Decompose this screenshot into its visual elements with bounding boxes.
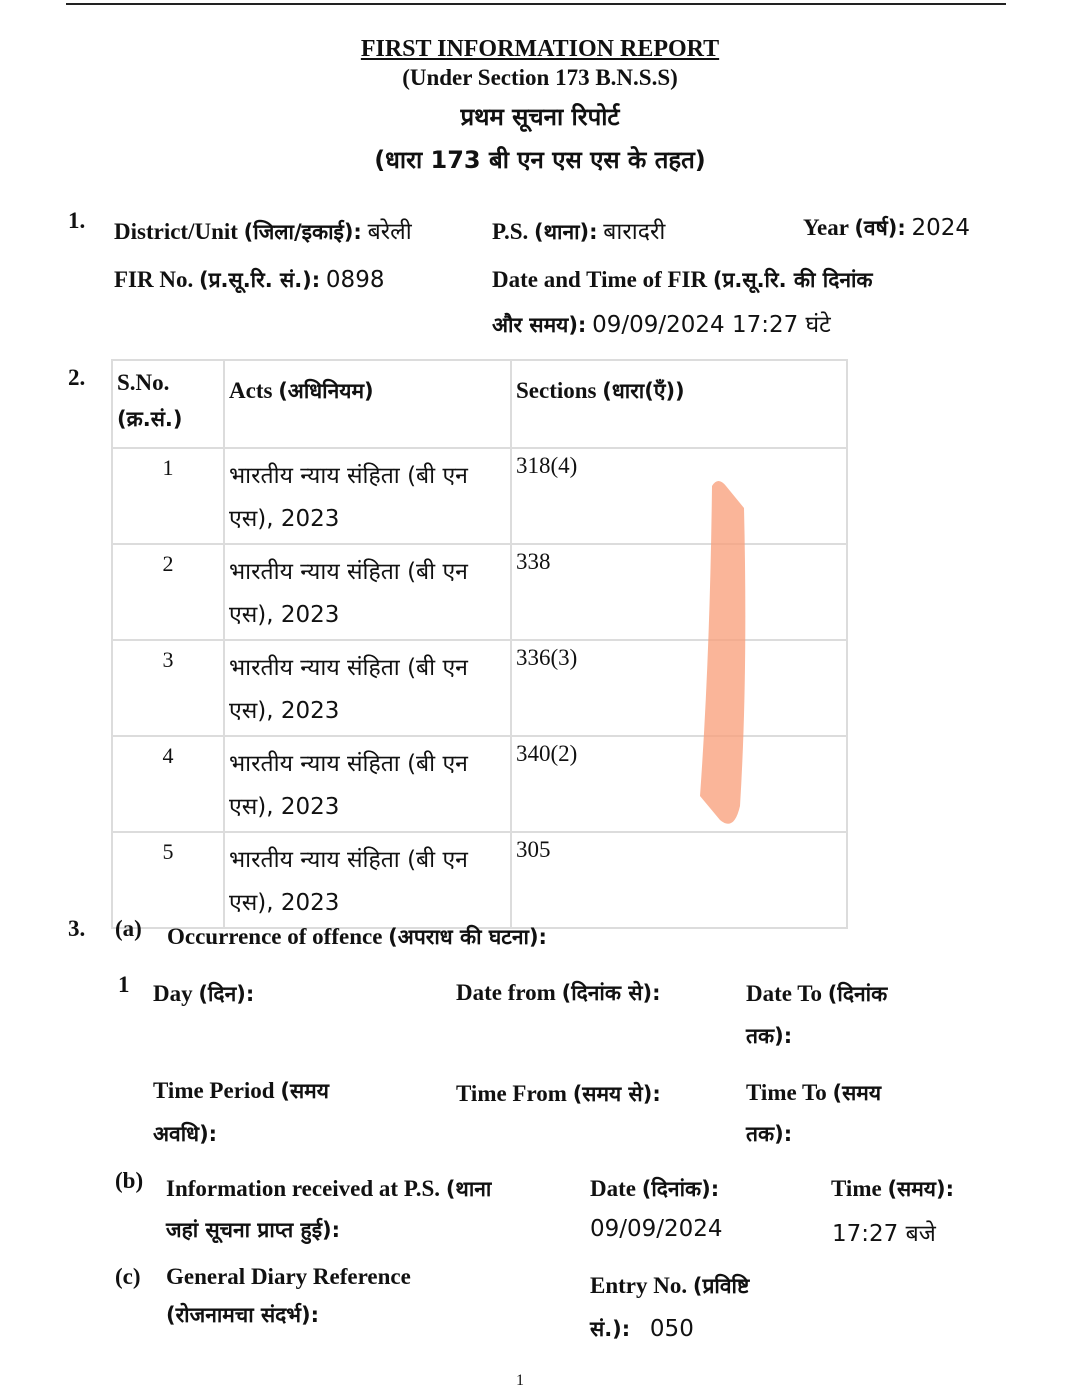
police-station-field <box>492 214 665 246</box>
district-label: District/Unit <box>114 219 238 244</box>
datetime-label-hindi-2: और समय): <box>492 313 587 337</box>
sections-header-hi: (धारा(एँ)) <box>602 379 685 403</box>
row-sno: 5 <box>112 832 224 928</box>
row-act: भारतीय न्याय संहिता (बी एन एस), 2023 <box>224 640 511 736</box>
day-label: Day <box>153 981 193 1006</box>
info-time-field <box>831 1175 954 1203</box>
info-time-label: Time <box>831 1176 882 1201</box>
row-act: भारतीय न्याय संहिता (बी एन एस), 2023 <box>224 448 511 544</box>
district-value: बरेली <box>367 219 412 245</box>
year-label-hindi: (वर्ष): <box>854 216 906 240</box>
info-time-value: 17:27 बजे <box>832 1221 936 1247</box>
sections-header-en: Sections <box>516 378 597 403</box>
time-from-label: Time From <box>456 1081 567 1106</box>
entry-number-label: Entry No. <box>590 1273 688 1298</box>
year-value: 2024 <box>911 215 971 241</box>
sections-header <box>511 360 847 448</box>
day-field <box>153 980 254 1008</box>
occurrence-label-en: Occurrence of offence <box>167 924 383 949</box>
year-label: Year <box>803 215 849 240</box>
row-section: 318(4) <box>511 448 847 544</box>
report-title-hindi: प्रथम सूचना रिपोर्ट <box>460 103 620 131</box>
time-to-label: Time To <box>746 1080 827 1105</box>
row-sno: 2 <box>112 544 224 640</box>
row-act: भारतीय न्याय संहिता (बी एन एस), 2023 <box>224 832 511 928</box>
entry-number-label-hi-2: सं.): <box>590 1317 631 1341</box>
date-to-label-hi-1: (दिनांक <box>827 982 888 1006</box>
top-rule <box>66 3 1006 5</box>
report-subtitle-hindi: (धारा 173 बी एन एस एस के तहत) <box>374 146 706 174</box>
info-date-field <box>590 1175 719 1203</box>
fir-value: 0898 <box>325 267 385 293</box>
table-row <box>112 832 847 928</box>
info-received-label-hi-1: (थाना <box>445 1177 492 1201</box>
info-time-label-hi: (समय): <box>887 1177 954 1201</box>
occurrence-label <box>167 923 547 951</box>
district-label-hindi: (जिला/इकाई): <box>243 220 362 244</box>
time-period-label: Time Period <box>153 1078 275 1103</box>
report-title: FIRST INFORMATION REPORT <box>360 36 720 62</box>
sno-header <box>112 360 224 448</box>
sub-a-marker: (a) <box>115 916 142 941</box>
time-to-label-hi-2: तक): <box>746 1122 793 1146</box>
time-period-label-hi-1: (समय <box>280 1079 329 1103</box>
fir-number-field <box>114 266 384 294</box>
general-diary-label: General Diary Reference <box>166 1264 411 1289</box>
highlighter-mark-icon <box>696 476 752 830</box>
fir-datetime-label-line1 <box>492 266 873 294</box>
datetime-label: Date and Time of FIR <box>492 267 708 292</box>
acts-header-en: Acts <box>229 378 273 403</box>
date-to-field-line2 <box>746 1022 792 1050</box>
row-sno: 1 <box>112 448 224 544</box>
ps-value: बारादरी <box>603 219 666 245</box>
time-from-label-hi: (समय से): <box>572 1082 661 1106</box>
date-from-label: Date from <box>456 980 556 1005</box>
row-section: 336(3) <box>511 640 847 736</box>
row-sno: 3 <box>112 640 224 736</box>
date-to-label-hi-2: तक): <box>746 1024 793 1048</box>
ps-label-hindi: (थाना): <box>533 220 598 244</box>
entry-number-value: 050 <box>649 1316 694 1342</box>
row-act: भारतीय न्याय संहिता (बी एन एस), 2023 <box>224 736 511 832</box>
entry-number-label-hi-1: (प्रविष्टि <box>692 1274 750 1298</box>
date-from-label-hi: (दिनांक से): <box>561 981 661 1005</box>
time-period-field-line2 <box>153 1120 217 1148</box>
info-received-label-hi-2: जहां सूचना प्राप्त हुई): <box>166 1218 341 1242</box>
info-received-field-line2 <box>166 1216 340 1244</box>
sub-b-marker: (b) <box>115 1168 144 1193</box>
section-2-number: 2. <box>68 365 86 390</box>
fir-label: FIR No. <box>114 267 194 292</box>
time-to-label-hi-1: (समय <box>832 1081 882 1105</box>
datetime-label-hindi-1: (प्र.सू.रि. की दिनांक <box>712 268 873 292</box>
report-subtitle: (Under Section 173 B.N.S.S) <box>402 65 678 90</box>
time-period-label-hi-2: अवधि): <box>153 1122 218 1146</box>
occurrence-item-number: 1 <box>118 972 130 997</box>
sno-header-en: S.No. <box>117 370 170 395</box>
date-to-label: Date To <box>746 981 823 1006</box>
info-date-label-hi: (दिनांक): <box>641 1177 720 1201</box>
fir-datetime-value: 09/09/2024 17:27 घंटे <box>592 312 831 338</box>
occurrence-label-hi: (अपराध की घटना): <box>388 925 547 949</box>
fir-datetime-line2 <box>492 307 831 339</box>
fir-label-hindi: (प्र.सू.रि. सं.): <box>198 268 321 292</box>
date-from-field <box>456 979 661 1007</box>
time-from-field <box>456 1080 661 1108</box>
entry-number-field-line2 <box>590 1315 694 1343</box>
section-3-number: 3. <box>68 916 86 941</box>
row-section: 338 <box>511 544 847 640</box>
sub-c-marker: (c) <box>115 1264 141 1289</box>
info-date-value: 09/09/2024 <box>590 1216 723 1242</box>
date-to-field <box>746 980 887 1008</box>
general-diary-label-hindi: (रोजनामचा संदर्भ): <box>166 1303 320 1327</box>
time-to-field-line2 <box>746 1120 792 1148</box>
ps-label: P.S. <box>492 219 529 244</box>
info-received-label: Information received at P.S. <box>166 1176 441 1201</box>
time-to-field <box>746 1079 881 1107</box>
time-period-field <box>153 1077 329 1105</box>
row-sno: 4 <box>112 736 224 832</box>
year-field <box>803 214 970 242</box>
day-label-hi: (दिन): <box>198 982 255 1006</box>
acts-header-hi: (अधिनियम) <box>278 379 374 403</box>
acts-header <box>224 360 511 448</box>
general-diary-label-hi <box>166 1301 319 1329</box>
section-1-number: 1. <box>68 208 86 233</box>
info-received-field <box>166 1175 491 1203</box>
entry-number-field <box>590 1272 749 1300</box>
row-section: 305 <box>511 832 847 928</box>
table-header-row <box>112 360 847 448</box>
page-number: 1 <box>516 1372 524 1389</box>
info-date-label: Date <box>590 1176 636 1201</box>
row-act: भारतीय न्याय संहिता (बी एन एस), 2023 <box>224 544 511 640</box>
sno-header-hi: (क्र.सं.) <box>117 407 183 431</box>
district-field <box>114 214 412 246</box>
row-section: 340(2) <box>511 736 847 832</box>
